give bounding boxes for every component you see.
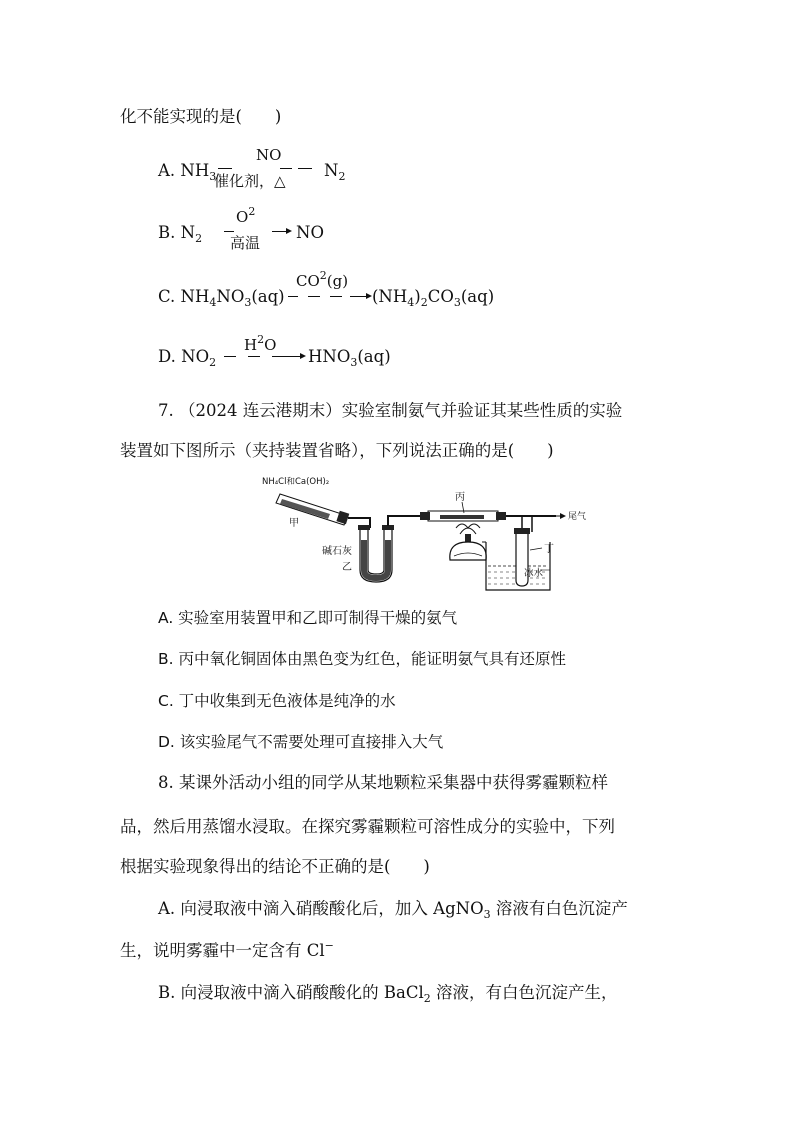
alcohol-lamp bbox=[450, 524, 486, 560]
q6-option-d-arrow: $H^2O$ bbox=[224, 332, 310, 372]
label-jia: 甲 bbox=[289, 518, 299, 529]
q6-option-c-product: $(NH_4)_2CO_3(aq)$ bbox=[372, 287, 495, 309]
q6-option-d-product: $HNO_3(aq)$ bbox=[308, 347, 391, 369]
q6-option-a-arrow: NO 催化剂，△ bbox=[214, 146, 324, 192]
q7-option-d: D. 该实验尾气不需要处理可直接排入大气 bbox=[158, 733, 444, 751]
q8-stem-line3: 根据实验现象得出的结论不正确的是( ) bbox=[120, 857, 430, 876]
q7-option-a: A. 实验室用装置甲和乙即可制得干燥的氨气 bbox=[158, 609, 458, 627]
label-ding: 丁 bbox=[544, 544, 554, 555]
q6-option-a-product: $N_2$ bbox=[324, 161, 346, 183]
u-tube-yi bbox=[358, 525, 394, 582]
q7-option-c: C. 丁中收集到无色液体是纯净的水 bbox=[158, 692, 396, 710]
q8-stem-line1: 8. 某课外活动小组的同学从某地颗粒采集器中获得雾霾颗粒样 bbox=[158, 773, 608, 792]
q7-option-b: B. 丙中氧化铜固体由黑色变为红色，能证明氨气具有还原性 bbox=[158, 650, 566, 668]
test-tube-jia bbox=[276, 494, 349, 525]
q7-stem-line1: 7. （2024 连云港期末）实验室制氨气并验证其某些性质的实验 bbox=[158, 401, 623, 420]
reagent-label: NH₄Cl和Ca(OH)₂ bbox=[262, 477, 330, 487]
q6-option-b-product: NO bbox=[296, 223, 324, 242]
apparatus-diagram bbox=[260, 470, 587, 595]
label-tail-gas: 尾气 bbox=[568, 512, 587, 522]
q6-option-b: B. $N_2$ bbox=[158, 223, 203, 245]
q8-option-a-line1: A. 向浸取液中滴入硝酸酸化后，加入 AgNO$_3$ 溶液有白色沉淀产 bbox=[158, 899, 628, 921]
q7-stem-line2: 装置如下图所示（夹持装置省略），下列说法正确的是( ) bbox=[120, 441, 554, 460]
q6-option-c-arrow: $CO^2(g)$ bbox=[284, 270, 374, 310]
label-ice-water: 冰水 bbox=[524, 568, 544, 579]
q8-option-a-line2: 生，说明雾霾中一定含有 Cl− bbox=[120, 939, 334, 960]
label-yi: 乙 bbox=[342, 562, 352, 573]
q8-stem-line2: 品，然后用蒸馏水浸取。在探究雾霾颗粒可溶性成分的实验中，下列 bbox=[120, 817, 615, 836]
label-soda-lime: 碱石灰 bbox=[322, 546, 352, 557]
q6-option-a: A. $NH_3$ bbox=[158, 161, 217, 183]
q6-option-c: C. $NH_4NO_3(aq)$ bbox=[158, 287, 285, 309]
q6-option-b-arrow: $O^2$ 高温 bbox=[224, 206, 294, 252]
q6-option-d: D. $NO_2$ bbox=[158, 347, 217, 369]
q8-option-b: B. 向浸取液中滴入硝酸酸化的 BaCl$_2$ 溶液，有白色沉淀产生， bbox=[158, 983, 618, 1005]
q6-stem-continuation: 化不能实现的是( ) bbox=[120, 107, 282, 126]
label-bing: 丙 bbox=[455, 492, 465, 503]
heating-tube-bing bbox=[420, 511, 506, 521]
